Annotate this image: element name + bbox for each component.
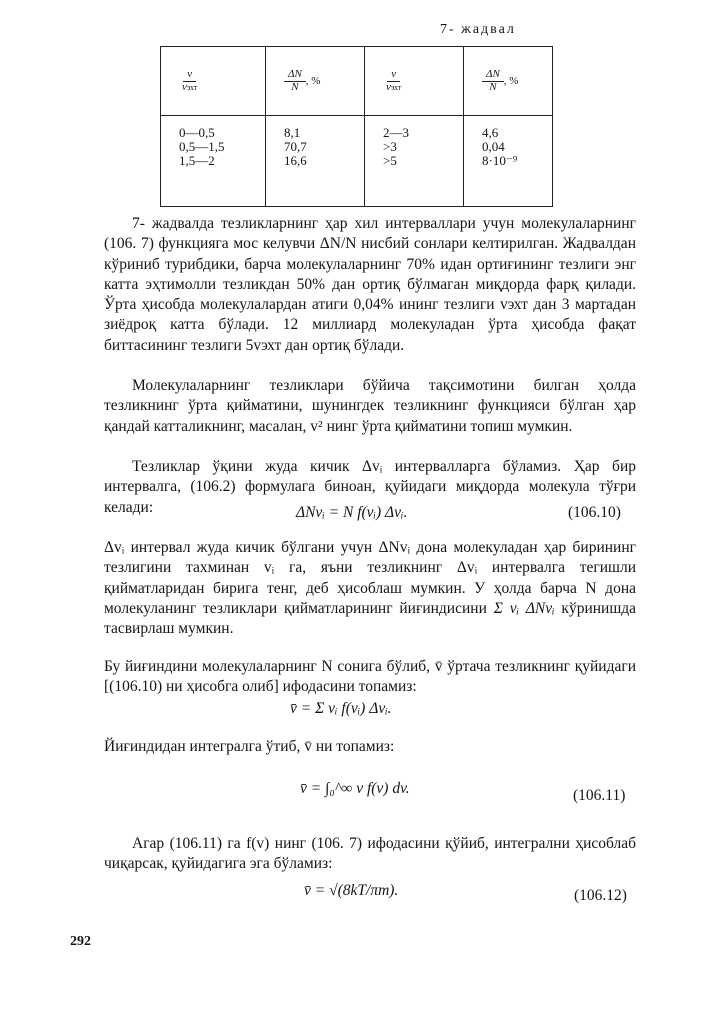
cell-value: 4,6 [482, 125, 499, 140]
equation-number-106-10: (106.10) [568, 504, 621, 521]
paragraph-to-integral: Йиғиндидан интегралга ўтиб, v̄ ни топамиз: [104, 738, 395, 755]
equation-number-106-11: (106.11) [573, 787, 626, 804]
cell-value: 70,7 [284, 139, 307, 154]
header-v-ratio-2 [365, 47, 464, 116]
cell-value: 1,5—2 [179, 153, 215, 168]
paragraph-sum-description [104, 538, 636, 639]
cell-value: 8·10⁻⁹ [482, 153, 518, 168]
cell-value: >3 [383, 139, 397, 154]
table-cell-col4 [464, 116, 553, 207]
table-cell-col3 [365, 116, 464, 207]
cell-value: 0—0,5 [179, 125, 215, 140]
cell-value: 0,04 [482, 139, 505, 154]
equation-106-11: v̄ = ∫₀^∞ v f(v) dv. [300, 780, 410, 797]
paragraph-mean-value-intro: Молекулаларнинг тезликлари бўйича тақсимотини билган ҳолда тезликнинг ўрта қийматини, шунингдек тезликнинг функцияси бўлган ҳар қандай катталикнинг, масалан, v² нинг ўрта қийматини топиш мумкин. [104, 377, 636, 435]
equation-106-10: ΔNvᵢ = N f(vᵢ) Δvᵢ. [296, 504, 408, 521]
inline-sum-formula: Σ vᵢ ΔNvᵢ [493, 599, 555, 617]
data-table [160, 46, 553, 207]
fraction-v-over-vekht: $\frac{v}{\text{vэхт}}$ [182, 67, 198, 93]
paragraph-sum-tail: кўринишда тасвирлаш мумкин. [104, 599, 637, 638]
table-body-row [161, 116, 553, 207]
paragraph-sum-text: Δvᵢ интервал жуда кичик бўлгани учун ΔNvᵢ дона молекуладан ҳар бирининг тезлигини тахминан vᵢ га, яъни тезликнинг Δvᵢ интервалга тегишли қийматларидан бирига тенг, деб ҳисоблаш мумкин. У ҳолда барча N дона молекуланинг тезликлари қийматларининг йиғиндисини [104, 539, 636, 617]
table-cell-col2 [266, 116, 365, 207]
fraction-v-over-vekht: $\frac{v}{\text{vэхт}}$ [386, 67, 402, 93]
table-header-row [161, 47, 553, 116]
paragraph-intervals: Тезликлар ўқини жуда кичик Δvᵢ интервалларга бўламиз. Ҳар бир интервалга, (106.2) формулага биноан, қуйидаги миқдорда молекула тўғри келади: [104, 458, 636, 516]
equation-mean-sum: v̄ = Σ vᵢ f(vᵢ) Δvᵢ. [290, 700, 392, 717]
cell-value: 0,5—1,5 [179, 139, 225, 154]
paragraph-table-description: 7- жадвалда тезликларнинг ҳар хил интерваллари учун молекулаларнинг (106. 7) функцияга мос келувчи ΔN/N нисбий сонлари келтирилган. Жадвалдан кўриниб турибдики, барча молекулаларнинг 70% идан ортиғининг тезлиги энг катта эҳтимолли тезликдан 50% дан ортиқ бўлмаган миқдорда фарқ қилади. Ўрта ҳисобда молекулалардан атиги 0,04% ининг тезлиги vэхт дан 3 мартадан зиёдроқ катта бўлади. 12 миллиард молекуладан ўрта ҳисобда фақат биттасининг тезлиги 5vэхт дан ортиқ бўлади. [104, 215, 636, 354]
cell-value: 8,1 [284, 125, 301, 140]
header-dn-percent-1: $\frac{\Delta N}{N}$ , % [266, 47, 365, 116]
paragraph-substitution: Агар (106.11) га f(v) нинг (106. 7) ифодасини қўйиб, интегрални ҳисоблаб чиқарсак, қуйидагига эга бўламиз: [104, 835, 636, 873]
paragraph-divide-by-n: Бу йиғиндини молекулаларнинг N сонига бўлиб, v̄ ўртача тезликнинг қуйидаги [(106.10) ни ҳисобга олиб] ифодасини топамиз: [104, 658, 636, 696]
equation-number-106-12: (106.12) [574, 887, 627, 904]
table-label: 7- жадвал [440, 22, 516, 37]
page-number: 292 [70, 934, 91, 949]
cell-value: >5 [383, 153, 397, 168]
table-cell-col1 [161, 116, 266, 207]
fraction-dn-over-n: $\frac{\Delta N}{N}$ [482, 69, 504, 93]
header-dn-percent-2: $\frac{\Delta N}{N}$ , % [464, 47, 553, 116]
equation-106-12: v̄ = √(8kT/πm). [304, 882, 399, 899]
cell-value: 2—3 [383, 125, 409, 140]
cell-value: 16,6 [284, 153, 307, 168]
fraction-dn-over-n: $\frac{\Delta N}{N}$ [284, 69, 306, 93]
header-v-ratio-1 [161, 47, 266, 116]
